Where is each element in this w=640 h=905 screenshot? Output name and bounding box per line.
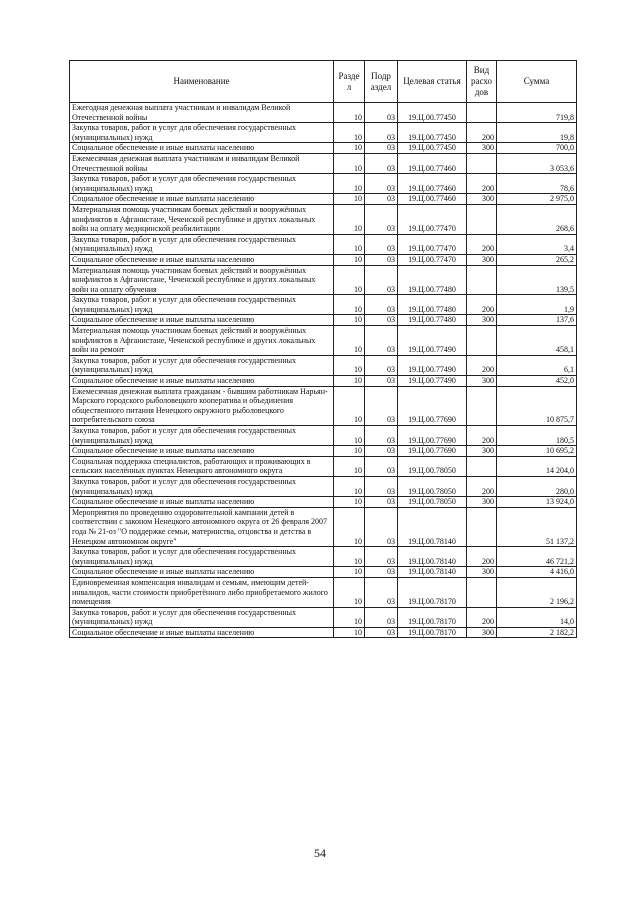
cell-subsection: 03 xyxy=(365,153,398,173)
cell-subsection: 03 xyxy=(365,567,398,578)
cell-section: 10 xyxy=(334,194,365,205)
table-row xyxy=(70,315,577,326)
cell-name: Закупка товаров, работ и услуг для обеспечения государственных (муниципальных) нужд xyxy=(70,426,334,446)
cell-type: 200 xyxy=(467,295,497,315)
cell-name: Социальная поддержка специалистов, работающих и проживающих в сельских населённых пунктах Ненецкого автономного округа xyxy=(70,456,334,476)
cell-target: 19.Ц.00.77450 xyxy=(398,103,467,123)
cell-target: 19.Ц.00.77470 xyxy=(398,234,467,254)
table-row xyxy=(70,607,577,627)
cell-section: 10 xyxy=(334,607,365,627)
cell-type: 200 xyxy=(467,174,497,194)
cell-name: Социальное обеспечение и иные выплаты населению xyxy=(70,315,334,326)
header-type: Вид расхо дов xyxy=(467,61,497,103)
cell-subsection: 03 xyxy=(365,355,398,375)
cell-sum: 6,1 xyxy=(497,355,577,375)
table-row xyxy=(70,103,577,123)
cell-subsection: 03 xyxy=(365,456,398,476)
cell-sum: 3,4 xyxy=(497,234,577,254)
cell-target: 19.Ц.00.77490 xyxy=(398,355,467,375)
table-row xyxy=(70,547,577,567)
cell-sum: 280,0 xyxy=(497,476,577,496)
table-row xyxy=(70,497,577,508)
cell-target: 19.Ц.00.77470 xyxy=(398,254,467,265)
table-row xyxy=(70,456,577,476)
cell-sum: 137,6 xyxy=(497,315,577,326)
cell-name: Социальное обеспечение и иные выплаты населению xyxy=(70,143,334,154)
header-target: Целевая статья xyxy=(398,61,467,103)
cell-section: 10 xyxy=(334,376,365,387)
cell-type: 200 xyxy=(467,123,497,143)
cell-sum: 1,9 xyxy=(497,295,577,315)
cell-section: 10 xyxy=(334,456,365,476)
table-row xyxy=(70,426,577,446)
cell-subsection: 03 xyxy=(365,143,398,154)
cell-type xyxy=(467,153,497,173)
cell-type: 300 xyxy=(467,376,497,387)
cell-subsection: 03 xyxy=(365,194,398,205)
cell-name: Социальное обеспечение и иные выплаты населению xyxy=(70,254,334,265)
cell-subsection: 03 xyxy=(365,123,398,143)
table-row xyxy=(70,577,577,607)
cell-subsection: 03 xyxy=(365,476,398,496)
cell-target: 19.Ц.00.77480 xyxy=(398,315,467,326)
cell-name: Закупка товаров, работ и услуг для обеспечения государственных (муниципальных) нужд xyxy=(70,123,334,143)
cell-type: 200 xyxy=(467,234,497,254)
cell-section: 10 xyxy=(334,326,365,356)
cell-section: 10 xyxy=(334,315,365,326)
cell-section: 10 xyxy=(334,547,365,567)
cell-section: 10 xyxy=(334,355,365,375)
budget-table xyxy=(69,60,577,638)
cell-name: Материальная помощь участникам боевых действий и вооружённых конфликтов в Афганистане, Чеченской республике и других локальных войн на оплату медицинской реабилитации xyxy=(70,204,334,234)
cell-type xyxy=(467,456,497,476)
cell-subsection: 03 xyxy=(365,254,398,265)
cell-section: 10 xyxy=(334,295,365,315)
table-row xyxy=(70,376,577,387)
cell-type: 300 xyxy=(467,497,497,508)
header-section: Разде л xyxy=(334,61,365,103)
cell-type: 300 xyxy=(467,143,497,154)
cell-sum: 10 875,7 xyxy=(497,386,577,425)
cell-type: 300 xyxy=(467,254,497,265)
cell-subsection: 03 xyxy=(365,547,398,567)
cell-section: 10 xyxy=(334,577,365,607)
cell-name: Ежемесячная денежная выплата гражданам - бывшим работникам Нарьян-Марского городского рыболовецкого кооператива и объединения общественного питания Ненецкого окружного рыболовецкого потребительского союза xyxy=(70,386,334,425)
cell-name: Материальная помощь участникам боевых действий и вооружённых конфликтов в Афганистане, Чеченской республике и других локальных войн на ремонт xyxy=(70,326,334,356)
cell-type: 200 xyxy=(467,426,497,446)
cell-type xyxy=(467,507,497,546)
cell-section: 10 xyxy=(334,497,365,508)
cell-sum: 13 924,0 xyxy=(497,497,577,508)
cell-sum: 19,8 xyxy=(497,123,577,143)
table-row xyxy=(70,153,577,173)
cell-section: 10 xyxy=(334,627,365,638)
cell-name: Закупка товаров, работ и услуг для обеспечения государственных (муниципальных) нужд xyxy=(70,607,334,627)
cell-section: 10 xyxy=(334,476,365,496)
cell-subsection: 03 xyxy=(365,577,398,607)
cell-type xyxy=(467,326,497,356)
cell-section: 10 xyxy=(334,123,365,143)
header-sum: Сумма xyxy=(497,61,577,103)
table-row xyxy=(70,476,577,496)
cell-name: Социальное обеспечение и иные выплаты населению xyxy=(70,376,334,387)
cell-name: Материальная помощь участникам боевых действий и вооружённых конфликтов в Афганистане, Чеченской республике и других локальных войн на оплату обучения xyxy=(70,265,334,295)
cell-sum: 2 182,2 xyxy=(497,627,577,638)
table-row xyxy=(70,355,577,375)
cell-name: Социальное обеспечение и иные выплаты населению xyxy=(70,194,334,205)
table-header-row xyxy=(70,61,577,103)
cell-target: 19.Ц.00.77490 xyxy=(398,326,467,356)
table-row xyxy=(70,567,577,578)
cell-target: 19.Ц.00.77490 xyxy=(398,376,467,387)
cell-subsection: 03 xyxy=(365,426,398,446)
table-row xyxy=(70,627,577,638)
cell-sum: 139,5 xyxy=(497,265,577,295)
cell-type: 200 xyxy=(467,476,497,496)
cell-name: Закупка товаров, работ и услуг для обеспечения государственных (муниципальных) нужд xyxy=(70,174,334,194)
cell-section: 10 xyxy=(334,446,365,457)
table-row xyxy=(70,326,577,356)
table-row xyxy=(70,254,577,265)
cell-target: 19.Ц.00.77690 xyxy=(398,426,467,446)
cell-target: 19.Ц.00.77450 xyxy=(398,143,467,154)
table-row xyxy=(70,386,577,425)
cell-section: 10 xyxy=(334,567,365,578)
page-number: 54 xyxy=(314,846,326,860)
table-row xyxy=(70,143,577,154)
cell-target: 19.Ц.00.78050 xyxy=(398,497,467,508)
cell-sum: 51 137,2 xyxy=(497,507,577,546)
cell-sum: 719,8 xyxy=(497,103,577,123)
cell-target: 19.Ц.00.77460 xyxy=(398,194,467,205)
cell-section: 10 xyxy=(334,143,365,154)
cell-target: 19.Ц.00.77480 xyxy=(398,265,467,295)
cell-type xyxy=(467,265,497,295)
cell-target: 19.Ц.00.77460 xyxy=(398,153,467,173)
cell-subsection: 03 xyxy=(365,265,398,295)
cell-name: Закупка товаров, работ и услуг для обеспечения государственных (муниципальных) нужд xyxy=(70,234,334,254)
cell-target: 19.Ц.00.77480 xyxy=(398,295,467,315)
cell-target: 19.Ц.00.78050 xyxy=(398,476,467,496)
cell-target: 19.Ц.00.77470 xyxy=(398,204,467,234)
cell-target: 19.Ц.00.78170 xyxy=(398,627,467,638)
table-row xyxy=(70,295,577,315)
cell-section: 10 xyxy=(334,265,365,295)
cell-subsection: 03 xyxy=(365,204,398,234)
cell-name: Социальное обеспечение и иные выплаты населению xyxy=(70,497,334,508)
cell-section: 10 xyxy=(334,153,365,173)
cell-type xyxy=(467,103,497,123)
cell-name: Закупка товаров, работ и услуг для обеспечения государственных (муниципальных) нужд xyxy=(70,295,334,315)
cell-type: 300 xyxy=(467,315,497,326)
cell-target: 19.Ц.00.77460 xyxy=(398,174,467,194)
table-row xyxy=(70,446,577,457)
cell-target: 19.Ц.00.78170 xyxy=(398,577,467,607)
cell-sum: 700,0 xyxy=(497,143,577,154)
cell-name: Закупка товаров, работ и услуг для обеспечения государственных (муниципальных) нужд xyxy=(70,547,334,567)
cell-subsection: 03 xyxy=(365,627,398,638)
cell-type xyxy=(467,386,497,425)
cell-sum: 46 721,2 xyxy=(497,547,577,567)
cell-sum: 452,0 xyxy=(497,376,577,387)
cell-name: Закупка товаров, работ и услуг для обеспечения государственных (муниципальных) нужд xyxy=(70,476,334,496)
cell-type: 200 xyxy=(467,547,497,567)
cell-target: 19.Ц.00.78050 xyxy=(398,456,467,476)
table-row xyxy=(70,507,577,546)
cell-type: 200 xyxy=(467,355,497,375)
cell-target: 19.Ц.00.78140 xyxy=(398,547,467,567)
cell-section: 10 xyxy=(334,204,365,234)
cell-target: 19.Ц.00.78170 xyxy=(398,607,467,627)
cell-sum: 268,6 xyxy=(497,204,577,234)
cell-name: Ежемесячная денежная выплата участникам и инвалидам Великой Отечественной войны xyxy=(70,153,334,173)
cell-subsection: 03 xyxy=(365,315,398,326)
cell-type xyxy=(467,577,497,607)
header-name: Наименование xyxy=(70,61,334,103)
cell-section: 10 xyxy=(334,507,365,546)
cell-target: 19.Ц.00.78140 xyxy=(398,567,467,578)
cell-subsection: 03 xyxy=(365,103,398,123)
cell-sum: 458,1 xyxy=(497,326,577,356)
cell-section: 10 xyxy=(334,234,365,254)
cell-target: 19.Ц.00.77690 xyxy=(398,386,467,425)
table-row xyxy=(70,265,577,295)
cell-subsection: 03 xyxy=(365,234,398,254)
cell-subsection: 03 xyxy=(365,386,398,425)
cell-type: 200 xyxy=(467,607,497,627)
cell-subsection: 03 xyxy=(365,295,398,315)
table-row xyxy=(70,204,577,234)
cell-type xyxy=(467,204,497,234)
cell-name: Социальное обеспечение и иные выплаты населению xyxy=(70,627,334,638)
cell-sum: 2 196,2 xyxy=(497,577,577,607)
cell-name: Мероприятия по проведению оздоровительной кампании детей в соответствии с законом Ненецкого автономного округа от 26 февраля 2007 года № 21-оз "О поддержке семьи, материнства, отцовства и детства в Ненецком автономном округе" xyxy=(70,507,334,546)
cell-sum: 10 695,2 xyxy=(497,446,577,457)
cell-section: 10 xyxy=(334,386,365,425)
cell-sum: 14 204,0 xyxy=(497,456,577,476)
header-subsection: Подр аздел xyxy=(365,61,398,103)
cell-type: 300 xyxy=(467,446,497,457)
cell-subsection: 03 xyxy=(365,446,398,457)
table-row xyxy=(70,174,577,194)
cell-subsection: 03 xyxy=(365,497,398,508)
cell-section: 10 xyxy=(334,254,365,265)
cell-target: 19.Ц.00.78140 xyxy=(398,507,467,546)
cell-sum: 4 416,0 xyxy=(497,567,577,578)
cell-section: 10 xyxy=(334,426,365,446)
cell-target: 19.Ц.00.77450 xyxy=(398,123,467,143)
cell-sum: 3 053,6 xyxy=(497,153,577,173)
cell-subsection: 03 xyxy=(365,607,398,627)
cell-type: 300 xyxy=(467,194,497,205)
cell-sum: 180,5 xyxy=(497,426,577,446)
cell-type: 300 xyxy=(467,567,497,578)
cell-name: Социальное обеспечение и иные выплаты населению xyxy=(70,446,334,457)
cell-name: Ежегодная денежная выплата участникам и инвалидам Великой Отечественной войны xyxy=(70,103,334,123)
cell-subsection: 03 xyxy=(365,376,398,387)
cell-subsection: 03 xyxy=(365,174,398,194)
cell-sum: 265,2 xyxy=(497,254,577,265)
table-body xyxy=(70,103,577,638)
cell-sum: 2 975,0 xyxy=(497,194,577,205)
cell-target: 19.Ц.00.77690 xyxy=(398,446,467,457)
cell-section: 10 xyxy=(334,103,365,123)
cell-sum: 14,0 xyxy=(497,607,577,627)
cell-type: 300 xyxy=(467,627,497,638)
table-row xyxy=(70,123,577,143)
cell-sum: 78,6 xyxy=(497,174,577,194)
cell-name: Социальное обеспечение и иные выплаты населению xyxy=(70,567,334,578)
cell-section: 10 xyxy=(334,174,365,194)
cell-name: Единовременная компенсация инвалидам и семьям, имеющим детей-инвалидов, части стоимости приобретённого либо приобретаемого жилого помещения xyxy=(70,577,334,607)
cell-name: Закупка товаров, работ и услуг для обеспечения государственных (муниципальных) нужд xyxy=(70,355,334,375)
cell-subsection: 03 xyxy=(365,326,398,356)
table-row xyxy=(70,194,577,205)
table-row xyxy=(70,234,577,254)
cell-subsection: 03 xyxy=(365,507,398,546)
